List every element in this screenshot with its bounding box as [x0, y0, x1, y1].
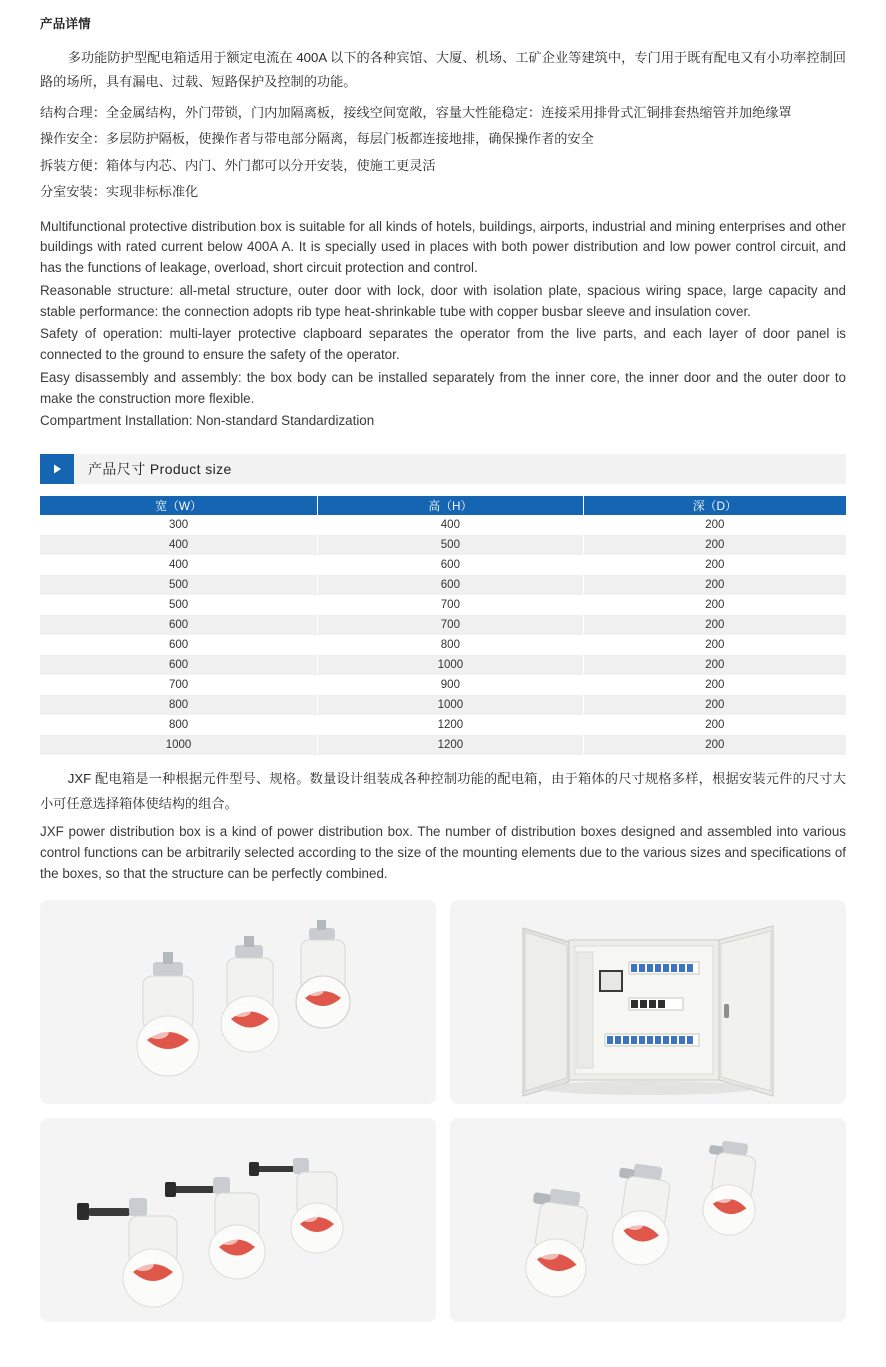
cn-paragraph-1: 多功能防护型配电箱适用于额定电流在 400A 以下的各种宾馆、大厦、机场、工矿企业等建筑中，专门用于既有配电又有小功率控制回路的场所，具有漏电、过载、短路保护及控制的功能。	[40, 50, 846, 90]
table-header-height: 高（H）	[318, 496, 584, 515]
cell-depth: 200	[705, 519, 725, 532]
cell-width: 800	[40, 715, 318, 735]
table-row	[40, 515, 846, 535]
table-header-depth: 深（D）	[583, 496, 846, 515]
cell-height: 600	[318, 555, 584, 575]
after-table-en-paragraph: JXF power distribution box is a kind of power distribution box. The number of distribution boxes designed and assembled into various control functions can be arbitrarily selected according to the size of the mounting elements due to the various sizes and specifications of the boxes, so that the structure can be perfectly combined.	[40, 824, 846, 881]
product-photo-explosion-proof-lamps-group	[40, 900, 436, 1104]
cell-width: 800	[40, 695, 318, 715]
cn-paragraph-2: 结构合理：全金属结构，外门带锁，门内加隔离板，接线空间宽敞，容量大性能稳定：连接采用排骨式汇铜排套热缩管并加绝缘罩	[40, 104, 792, 120]
cell-width: 400	[40, 555, 318, 575]
cell-depth: 200	[705, 699, 725, 712]
cell-height: 1000	[318, 695, 584, 715]
cell-depth: 200	[705, 539, 725, 552]
cell-height: 700	[318, 615, 584, 635]
cell-width: 300	[40, 515, 318, 535]
table-row	[40, 715, 846, 735]
cell-height: 500	[318, 535, 584, 555]
product-photo-distribution-box-open	[450, 900, 846, 1104]
page-title: 产品详情	[40, 17, 91, 31]
cell-width: 600	[40, 635, 318, 655]
table-header-width: 宽（W）	[40, 496, 318, 515]
table-row	[40, 555, 846, 575]
en-paragraph-3: Safety of operation: multi-layer protective clapboard separates the operator from the live parts, and each layer of door panel is connected to the ground to ensure the safety of the operator.	[40, 326, 846, 363]
en-paragraph-5: Compartment Installation: Non-standard Standardization	[40, 413, 375, 429]
product-photo-lamps-with-brackets	[40, 1118, 436, 1322]
table-row	[40, 535, 846, 555]
cell-height: 800	[318, 635, 584, 655]
after-table-cn-paragraph: JXF 配电箱是一种根据元件型号、规格。数量设计组装成各种控制功能的配电箱，由于箱体的尺寸规格多样，根据安装元件的尺寸大小可任意选择箱体使结构的组合。	[40, 771, 846, 811]
table-row	[40, 635, 846, 655]
table-row	[40, 655, 846, 675]
cell-height: 1200	[318, 715, 584, 735]
en-paragraph-2: Reasonable structure: all-metal structure, outer door with lock, door with isolation plate, spacious wiring space, large capacity and stable performance: the connection adopts rib type heat-shrinkable tube with copper busbar sleeve and insulation cover.	[40, 282, 846, 319]
cell-depth: 200	[705, 639, 725, 652]
cell-width: 700	[40, 675, 318, 695]
en-paragraph-4: Easy disassembly and assembly: the box body can be installed separately from the inner core, the inner door and the outer door to make the construction more flexible.	[40, 369, 846, 406]
cn-paragraph-3: 操作安全：多层防护隔板，使操作者与带电部分隔离，每层门板都连接地排，确保操作者的安全	[40, 131, 594, 147]
table-row	[40, 675, 846, 695]
cell-width: 500	[40, 595, 318, 615]
cell-height: 900	[318, 675, 584, 695]
product-image-grid	[40, 900, 846, 1322]
product-photo-lamps-angled-row	[450, 1118, 846, 1322]
cell-width: 400	[40, 535, 318, 555]
cn-paragraph-4: 拆装方便：箱体与内芯、内门、外门都可以分开安装，使施工更灵活	[40, 157, 436, 173]
product-size-banner	[40, 454, 846, 484]
cell-width: 1000	[40, 735, 318, 755]
product-size-banner-title: 产品尺寸 Product size	[88, 461, 232, 478]
cn-paragraph-5: 分室安装：实现非标标准化	[40, 184, 199, 200]
table-row	[40, 615, 846, 635]
en-paragraph-1: Multifunctional protective distribution box is suitable for all kinds of hotels, buildings, airports, industrial and mining enterprises and other buildings with rated current below 400A A. It is specially used in places with both power distribution and low power control circuit, and has the functions of leakage, overload, short circuit protection and control.	[40, 218, 846, 276]
table-row	[40, 595, 846, 615]
table-header-row	[40, 496, 846, 515]
cell-depth: 200	[705, 619, 725, 632]
cell-depth: 200	[705, 659, 725, 672]
product-size-table	[40, 496, 846, 755]
cell-depth: 200	[705, 679, 725, 692]
cell-height: 400	[318, 515, 584, 535]
cell-height: 1000	[318, 655, 584, 675]
cell-width: 600	[40, 615, 318, 635]
table-body	[40, 515, 846, 755]
cell-depth: 200	[705, 559, 725, 572]
table-row	[40, 735, 846, 755]
cell-height: 600	[318, 575, 584, 595]
cell-depth: 200	[705, 599, 725, 612]
cell-depth: 200	[705, 719, 725, 732]
cell-height: 1200	[318, 735, 584, 755]
table-row	[40, 695, 846, 715]
cell-depth: 200	[705, 579, 725, 592]
table-row	[40, 575, 846, 595]
cell-depth: 200	[705, 739, 725, 752]
english-description-block	[40, 217, 846, 433]
cell-height: 700	[318, 595, 584, 615]
cell-width: 600	[40, 655, 318, 675]
play-triangle-icon	[40, 454, 74, 484]
cell-width: 500	[40, 575, 318, 595]
